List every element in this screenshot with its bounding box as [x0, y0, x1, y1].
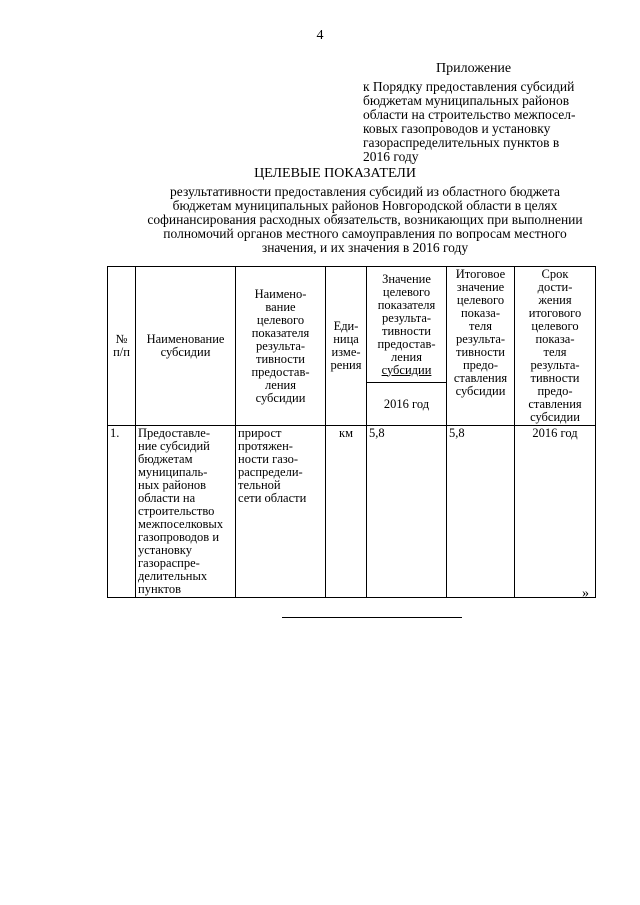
- subtitle-line: полномочий органов местного самоуправления по вопросам местного: [163, 226, 567, 241]
- cell-number: 1.: [108, 426, 136, 598]
- header-final-value: Итоговое значение целевого показа- теля результа- тивности предо- ставления субсидии: [447, 267, 515, 426]
- document-subtitle: [110, 185, 620, 255]
- document-title: ЦЕЛЕВЫЕ ПОКАЗАТЕЛИ: [254, 166, 416, 181]
- appendix-text: [363, 80, 608, 164]
- appendix-line: области на строительство межпосел-: [363, 107, 576, 122]
- appendix-title: Приложение: [436, 61, 512, 76]
- header-unit: Еди- ница изме- рения: [326, 267, 367, 426]
- appendix-line: к Порядку предоставления субсидий: [363, 79, 575, 94]
- subtitle-line: значения, и их значения в 2016 году: [261, 240, 469, 255]
- appendix-line: бюджетам муниципальных районов: [363, 93, 570, 108]
- cell-indicator-value: 5,8: [367, 426, 447, 598]
- closing-quote: »: [582, 586, 589, 601]
- header-number: № п/п: [108, 267, 136, 426]
- cell-unit: км: [326, 426, 367, 598]
- header-indicator-value: Значение целевого показателя результа- тивности предостав- ления субсидии: [367, 267, 447, 383]
- cell-subsidy-name: Предоставле- ние субсидий бюджетам муниципаль- ных районов области на строительство межпоселковых газопроводов и установку газораспре- делительных пунктов: [136, 426, 236, 598]
- header-indicator-name: Наимено- вание целевого показателя результа- тивности предостав- ления субсидии: [236, 267, 326, 426]
- appendix-line: 2016 году: [363, 149, 419, 164]
- cell-final-value: 5,8: [447, 426, 515, 598]
- cell-indicator-name: прирост протяжен- ности газо- распредели- тельной сети области: [236, 426, 326, 598]
- indicators-table: [107, 266, 596, 598]
- cell-deadline: 2016 год: [515, 426, 596, 598]
- bottom-divider: [282, 617, 462, 618]
- subtitle-line: бюджетам муниципальных районов Новгородской области в целях: [172, 198, 558, 213]
- header-deadline: Срок дости- жения итогового целевого показа- теля результа- тивности предо- ставления субсидии: [515, 267, 596, 426]
- header-subsidy-name: Наименование субсидии: [136, 267, 236, 426]
- header-value-year: 2016 год: [367, 383, 447, 426]
- page-number: 4: [316, 28, 324, 43]
- appendix-line: ковых газопроводов и установку: [363, 121, 551, 136]
- subtitle-line: софинансирования расходных обязательств, возникающих при выполнении: [147, 212, 583, 227]
- appendix-line: газораспределительных пунктов в: [363, 135, 560, 150]
- table-row: [108, 426, 596, 598]
- subtitle-line: результативности предоставления субсидий из областного бюджета: [170, 184, 560, 199]
